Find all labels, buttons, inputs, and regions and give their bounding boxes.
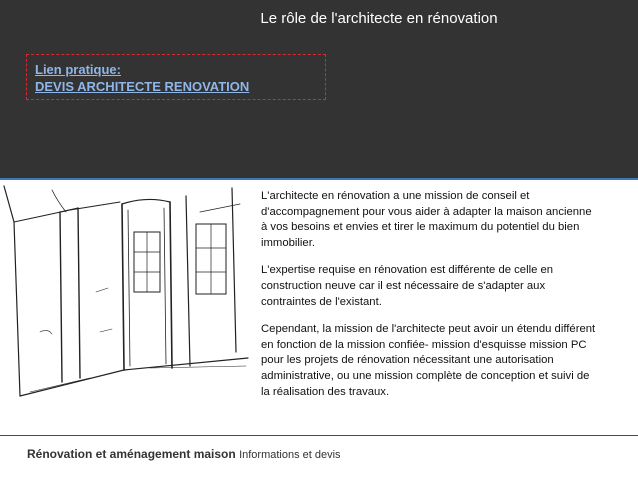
paragraph-expertise: L'expertise requise en rénovation est différente de celle en construction neuve car il est nécessaire de s'adapter aux contraintes de l'existant. <box>261 264 554 308</box>
page-title: Le rôle de l'architecte en rénovation <box>260 10 498 27</box>
footer-divider <box>0 435 638 436</box>
body-text <box>261 189 601 412</box>
footer <box>27 447 341 461</box>
paragraph-mission: L'architecte en rénovation a une mission de conseil et d'accompagnement pour vous aider à adapter la maison ancienne à vos besoins et envies et tirer le maximum du potentiel du bien immobilier. <box>261 190 592 249</box>
footer-subtitle: Informations et devis <box>239 449 341 461</box>
header-band <box>0 0 638 180</box>
paragraph-scope: Cependant, la mission de l'architecte peut avoir un étendu différent en fonction de la mission confiée- mission d'esquisse mission PC pour les projets de rénovation nécessitant une autorisation administrative, ou une mission complète de conception et suivi de la réalisation des travaux. <box>261 323 596 398</box>
practical-link-box[interactable] <box>26 54 326 100</box>
footer-brand: Rénovation et aménagement maison <box>27 447 236 461</box>
devis-architecte-link[interactable]: DEVIS ARCHITECTE RENOVATION <box>35 79 250 94</box>
practical-link-label[interactable]: Lien pratique: <box>35 62 121 77</box>
interior-sketch-image <box>0 182 250 404</box>
